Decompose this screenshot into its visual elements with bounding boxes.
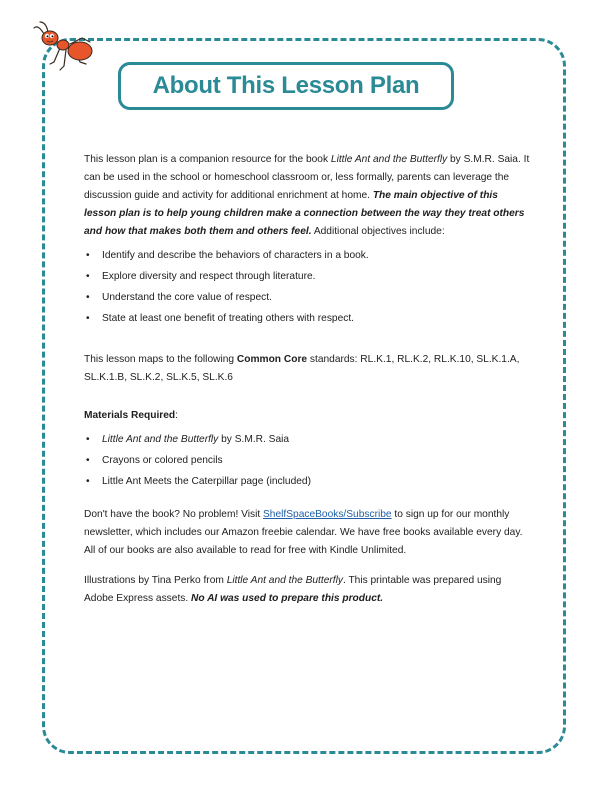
credits-paragraph: Illustrations by Tina Perko from Little Ant and the Butterfly. This printable was prepared using Adobe Express assets. No AI was used to prepare this product. — [84, 575, 502, 604]
promo-paragraph: Don't have the book? No problem! Visit ShelfSpaceBooks/Subscribe to sign up for our monthly newsletter, which includes our Amazon freebie calendar. We have free books available every day. All of our books are also available to read for free with Kindle Unlimited. — [84, 509, 523, 556]
list-item: • Understand the core value of respect. — [84, 289, 532, 307]
list-item: • Explore diversity and respect through literature. — [84, 268, 532, 286]
title-box — [118, 62, 454, 110]
objectives-list — [84, 247, 532, 328]
lesson-content — [84, 151, 532, 608]
materials-list — [84, 431, 532, 491]
list-item: • Crayons or colored pencils — [84, 452, 532, 470]
list-item: • Identify and describe the behaviors of characters in a book. — [84, 247, 532, 265]
standards-paragraph: This lesson maps to the following Common Core standards: RL.K.1, RL.K.2, RL.K.10, SL.K.1.A, SL.K.1.B, SL.K.2, SL.K.5, SL.K.6 — [84, 354, 520, 383]
subscribe-link[interactable]: ShelfSpaceBooks/Subscribe — [263, 509, 392, 520]
book-title: Little Ant and the Butterfly — [330, 154, 448, 165]
list-item: • State at least one benefit of treating others with respect. — [84, 310, 532, 328]
list-item: • Little Ant Meets the Caterpillar page (included) — [84, 473, 532, 491]
materials-heading: Materials Required: — [84, 410, 178, 421]
ant-illustration-icon — [30, 18, 102, 76]
main-objective: The main objective of this lesson plan is to help young children make a connection between the way they treat others and how that makes both them and others feel. — [84, 190, 525, 237]
list-item: • Little Ant and the Butterfly by S.M.R. Saia — [84, 431, 532, 449]
intro-paragraph: This lesson plan is a companion resource for the book Little Ant and the Butterfly by S.M.R. Saia. It can be used in the school or homeschool classroom or, less formally, parents can leverage the discussion guide and activity for additional enrichment at home. The main objective of this lesson plan is to help young children make a connection between the way they treat others and how that makes both them and others feel. Additional objectives include: — [84, 154, 530, 237]
page-title: About This Lesson Plan — [152, 72, 420, 99]
no-ai-note: No AI was used to prepare this product. — [191, 593, 384, 604]
